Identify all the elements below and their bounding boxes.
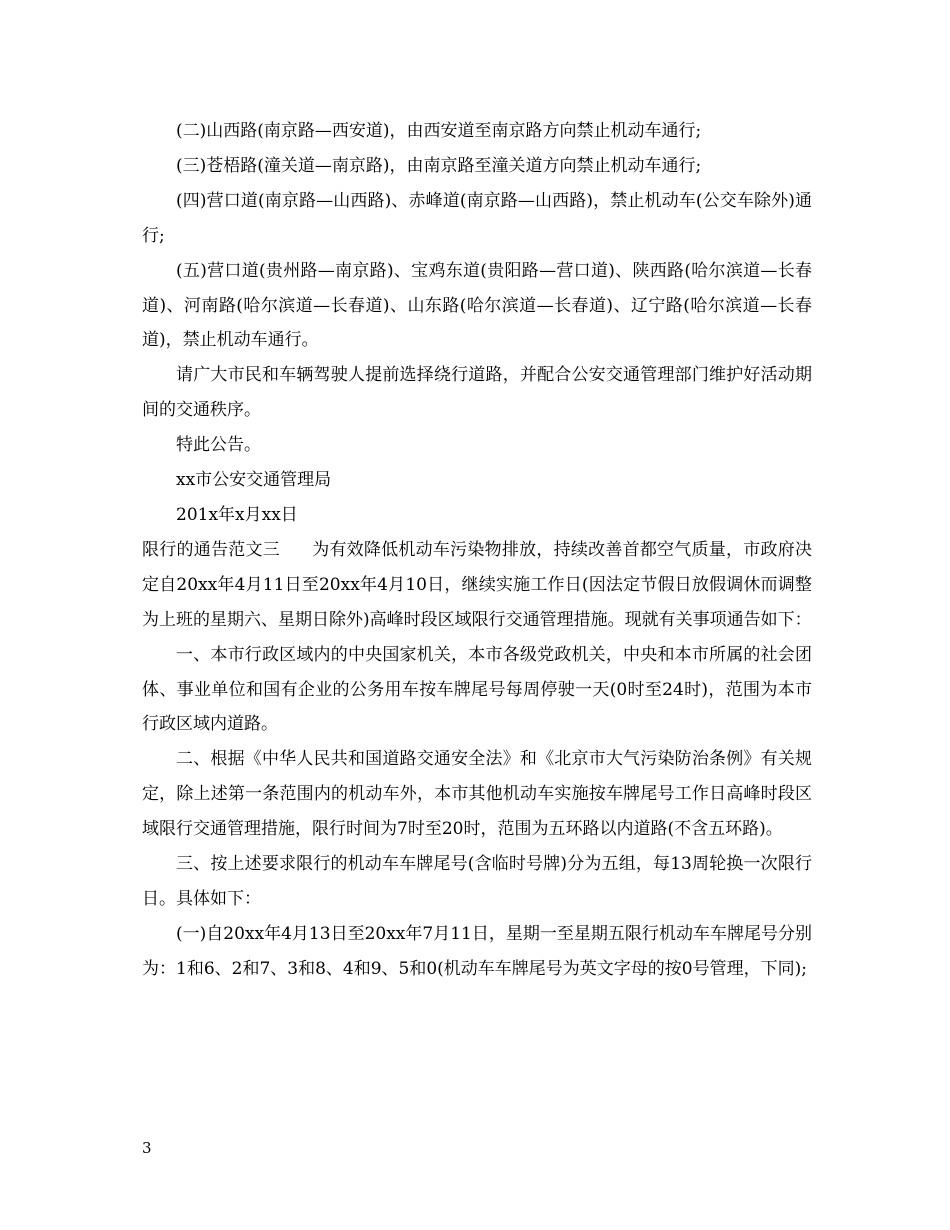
paragraph-item-one: 一、本市行政区域内的中央国家机关，本市各级党政机关，中央和本市所属的社会团体、事业单位和国有企业的公务用车按车牌尾号每周停驶一天(0时至24时)，范围为本市行政区域内道路。 bbox=[142, 644, 812, 735]
issuer-name: xx市公安交通管理局 bbox=[176, 470, 332, 491]
paragraph-subitem-one: (一)自20xx年4月13日至20xx年7月11日，星期一至星期五限行机动车车牌尾号分别为：1和6、2和7、3和8、4和9、5和0(机动车车牌尾号为英文字母的按0号管理，下同); bbox=[142, 923, 812, 979]
section-intro-text: 为有效降低机动车污染物排放，持续改善首都空气质量，市政府决定自20xx年4月11日至20xx年4月10日，继续实施工作日(因法定节假日放假调休而调整为上班的星期六、星期日除外)高峰时段区域限行交通管理措施。现就有关事项通告如下： bbox=[142, 539, 813, 630]
issue-date: 201x年x月xx日 bbox=[176, 504, 298, 525]
section-three-intro bbox=[142, 533, 812, 638]
paragraph-hereby-notice: 特此公告。 bbox=[176, 435, 261, 456]
paragraph-request-notice: 请广大市民和车辆驾驶人提前选择绕行道路，并配合公安交通管理部门维护好活动期间的交通秩序。 bbox=[142, 365, 812, 421]
page-number: 3 bbox=[142, 1139, 152, 1157]
paragraph-cangwu-road: (三)苍梧路(潼关道—南京路)，由南京路至潼关道方向禁止机动车通行; bbox=[176, 155, 702, 176]
paragraph-yingkou-chifeng: (四)营口道(南京路—山西路)、赤峰道(南京路—山西路)，禁止机动车(公交车除外)通行; bbox=[142, 190, 812, 246]
section-heading: 限行的通告范文三 bbox=[142, 539, 280, 560]
paragraph-shanxi-road: (二)山西路(南京路—西安道)，由西安道至南京路方向禁止机动车通行; bbox=[176, 121, 702, 141]
paragraph-item-two: 二、根据《中华人民共和国道路交通安全法》和《北京市大气污染防治条例》有关规定，除上述第一条范围内的机动车外，本市其他机动车实施按车牌尾号工作日高峰时段区域限行交通管理措施，限行时间为7时至20时，范围为五环路以内道路(不含五环路)。 bbox=[142, 749, 812, 840]
paragraph-item-three: 三、按上述要求限行的机动车车牌尾号(含临时号牌)分为五组，每13周轮换一次限行日。具体如下： bbox=[142, 854, 812, 909]
document-body bbox=[142, 114, 812, 987]
paragraph-yingkou-baoji: (五)营口道(贵州路—南京路)、宝鸡东道(贵阳路—营口道)、陕西路(哈尔滨道—长春道)、河南路(哈尔滨道—长春道)、山东路(哈尔滨道—长春道)、辽宁路(哈尔滨道—长春道)，禁止机动车通行。 bbox=[142, 260, 812, 351]
